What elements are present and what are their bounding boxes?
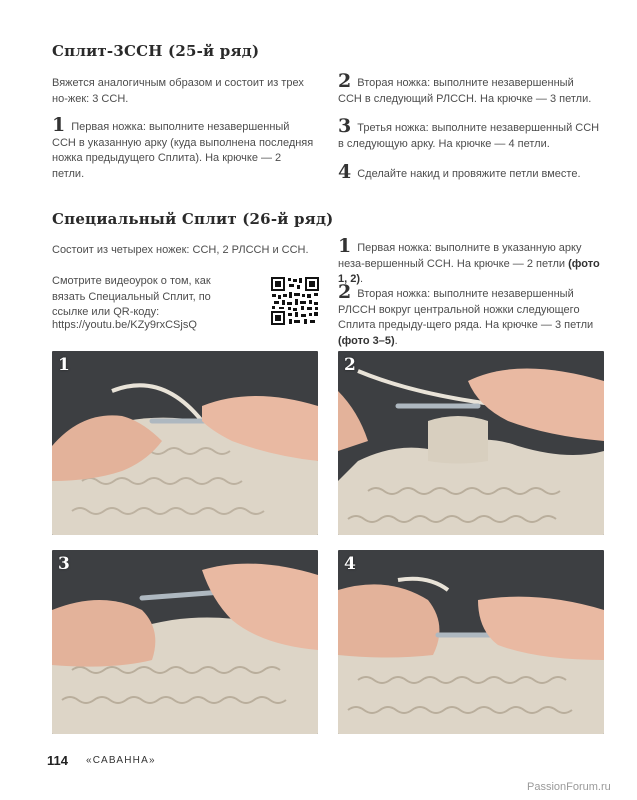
video-description: Смотрите видеоурок о том, как вязать Специальный Сплит, по ссылке или QR-коду: xyxy=(52,275,211,318)
photo-label: 4 xyxy=(344,554,356,574)
photo-4 xyxy=(338,550,604,734)
photo-label: 3 xyxy=(58,554,70,574)
book-title: «САВАННА» xyxy=(86,755,156,766)
section1-step-1 xyxy=(52,114,314,182)
step-text: Первая ножка: выполните в указанную арку неза-вершенный ССН. На крючке — 2 петли xyxy=(338,242,582,270)
section2-step-2 xyxy=(338,281,602,349)
watermark: PassionForum.ru xyxy=(527,781,611,793)
photo-label: 1 xyxy=(58,355,70,375)
step-number: 4 xyxy=(338,161,352,183)
video-link[interactable]: https://youtu.be/KZy9rxCSjsQ xyxy=(52,319,197,331)
photo-label: 2 xyxy=(344,355,356,375)
qr-code-icon[interactable] xyxy=(271,277,319,325)
section1-step-2 xyxy=(338,70,600,107)
photo-ref: (фото 1, 2) xyxy=(338,257,600,285)
step-text: Сделайте накид и провяжите петли вместе. xyxy=(357,168,581,180)
section2-title: Специальный Сплит (26-й ряд) xyxy=(52,210,334,228)
page-number: 114 xyxy=(47,753,68,768)
step-number: 2 xyxy=(338,281,352,303)
section1-step-3 xyxy=(338,115,600,152)
photo-1 xyxy=(52,351,318,535)
step-text: Вторая ножка: выполните незавершенный РЛССН вокруг центральной ножки следующего Сплита предыду-щего ряда. На крючке — 3 петли xyxy=(338,288,594,331)
step-end: . xyxy=(394,334,398,347)
step-number: 1 xyxy=(338,235,352,257)
photo-3 xyxy=(52,550,318,734)
section1-intro: Вяжется аналогичным образом и состоит из трех но-жек: 3 ССН. xyxy=(52,77,304,105)
step-text: Третья ножка: выполните незавершенный ССН в следующую арку. На крючке — 4 петли. xyxy=(338,122,600,150)
step-number: 3 xyxy=(338,115,352,137)
step-number: 2 xyxy=(338,70,352,92)
step-end: . xyxy=(360,273,364,285)
photo-ref: (фото 3–5) xyxy=(338,334,395,347)
section1-step-4 xyxy=(338,161,600,183)
section2-step-1 xyxy=(338,235,602,288)
step-number: 1 xyxy=(52,114,66,136)
section1-title: Сплит-3ССН (25-й ряд) xyxy=(52,42,260,60)
step-text: Первая ножка: выполните незавершенный ССН в указанную арку (куда выполнена последняя ножка предыдущего Сплита). На крючке — 2 петли. xyxy=(52,121,314,180)
step-text: Вторая ножка: выполните незавершенный ССН в следующий РЛССН. На крючке — 3 петли. xyxy=(338,77,592,105)
photo-2 xyxy=(338,351,604,535)
section2-intro: Состоит из четырех ножек: ССН, 2 РЛССН и ССН. xyxy=(52,244,309,256)
